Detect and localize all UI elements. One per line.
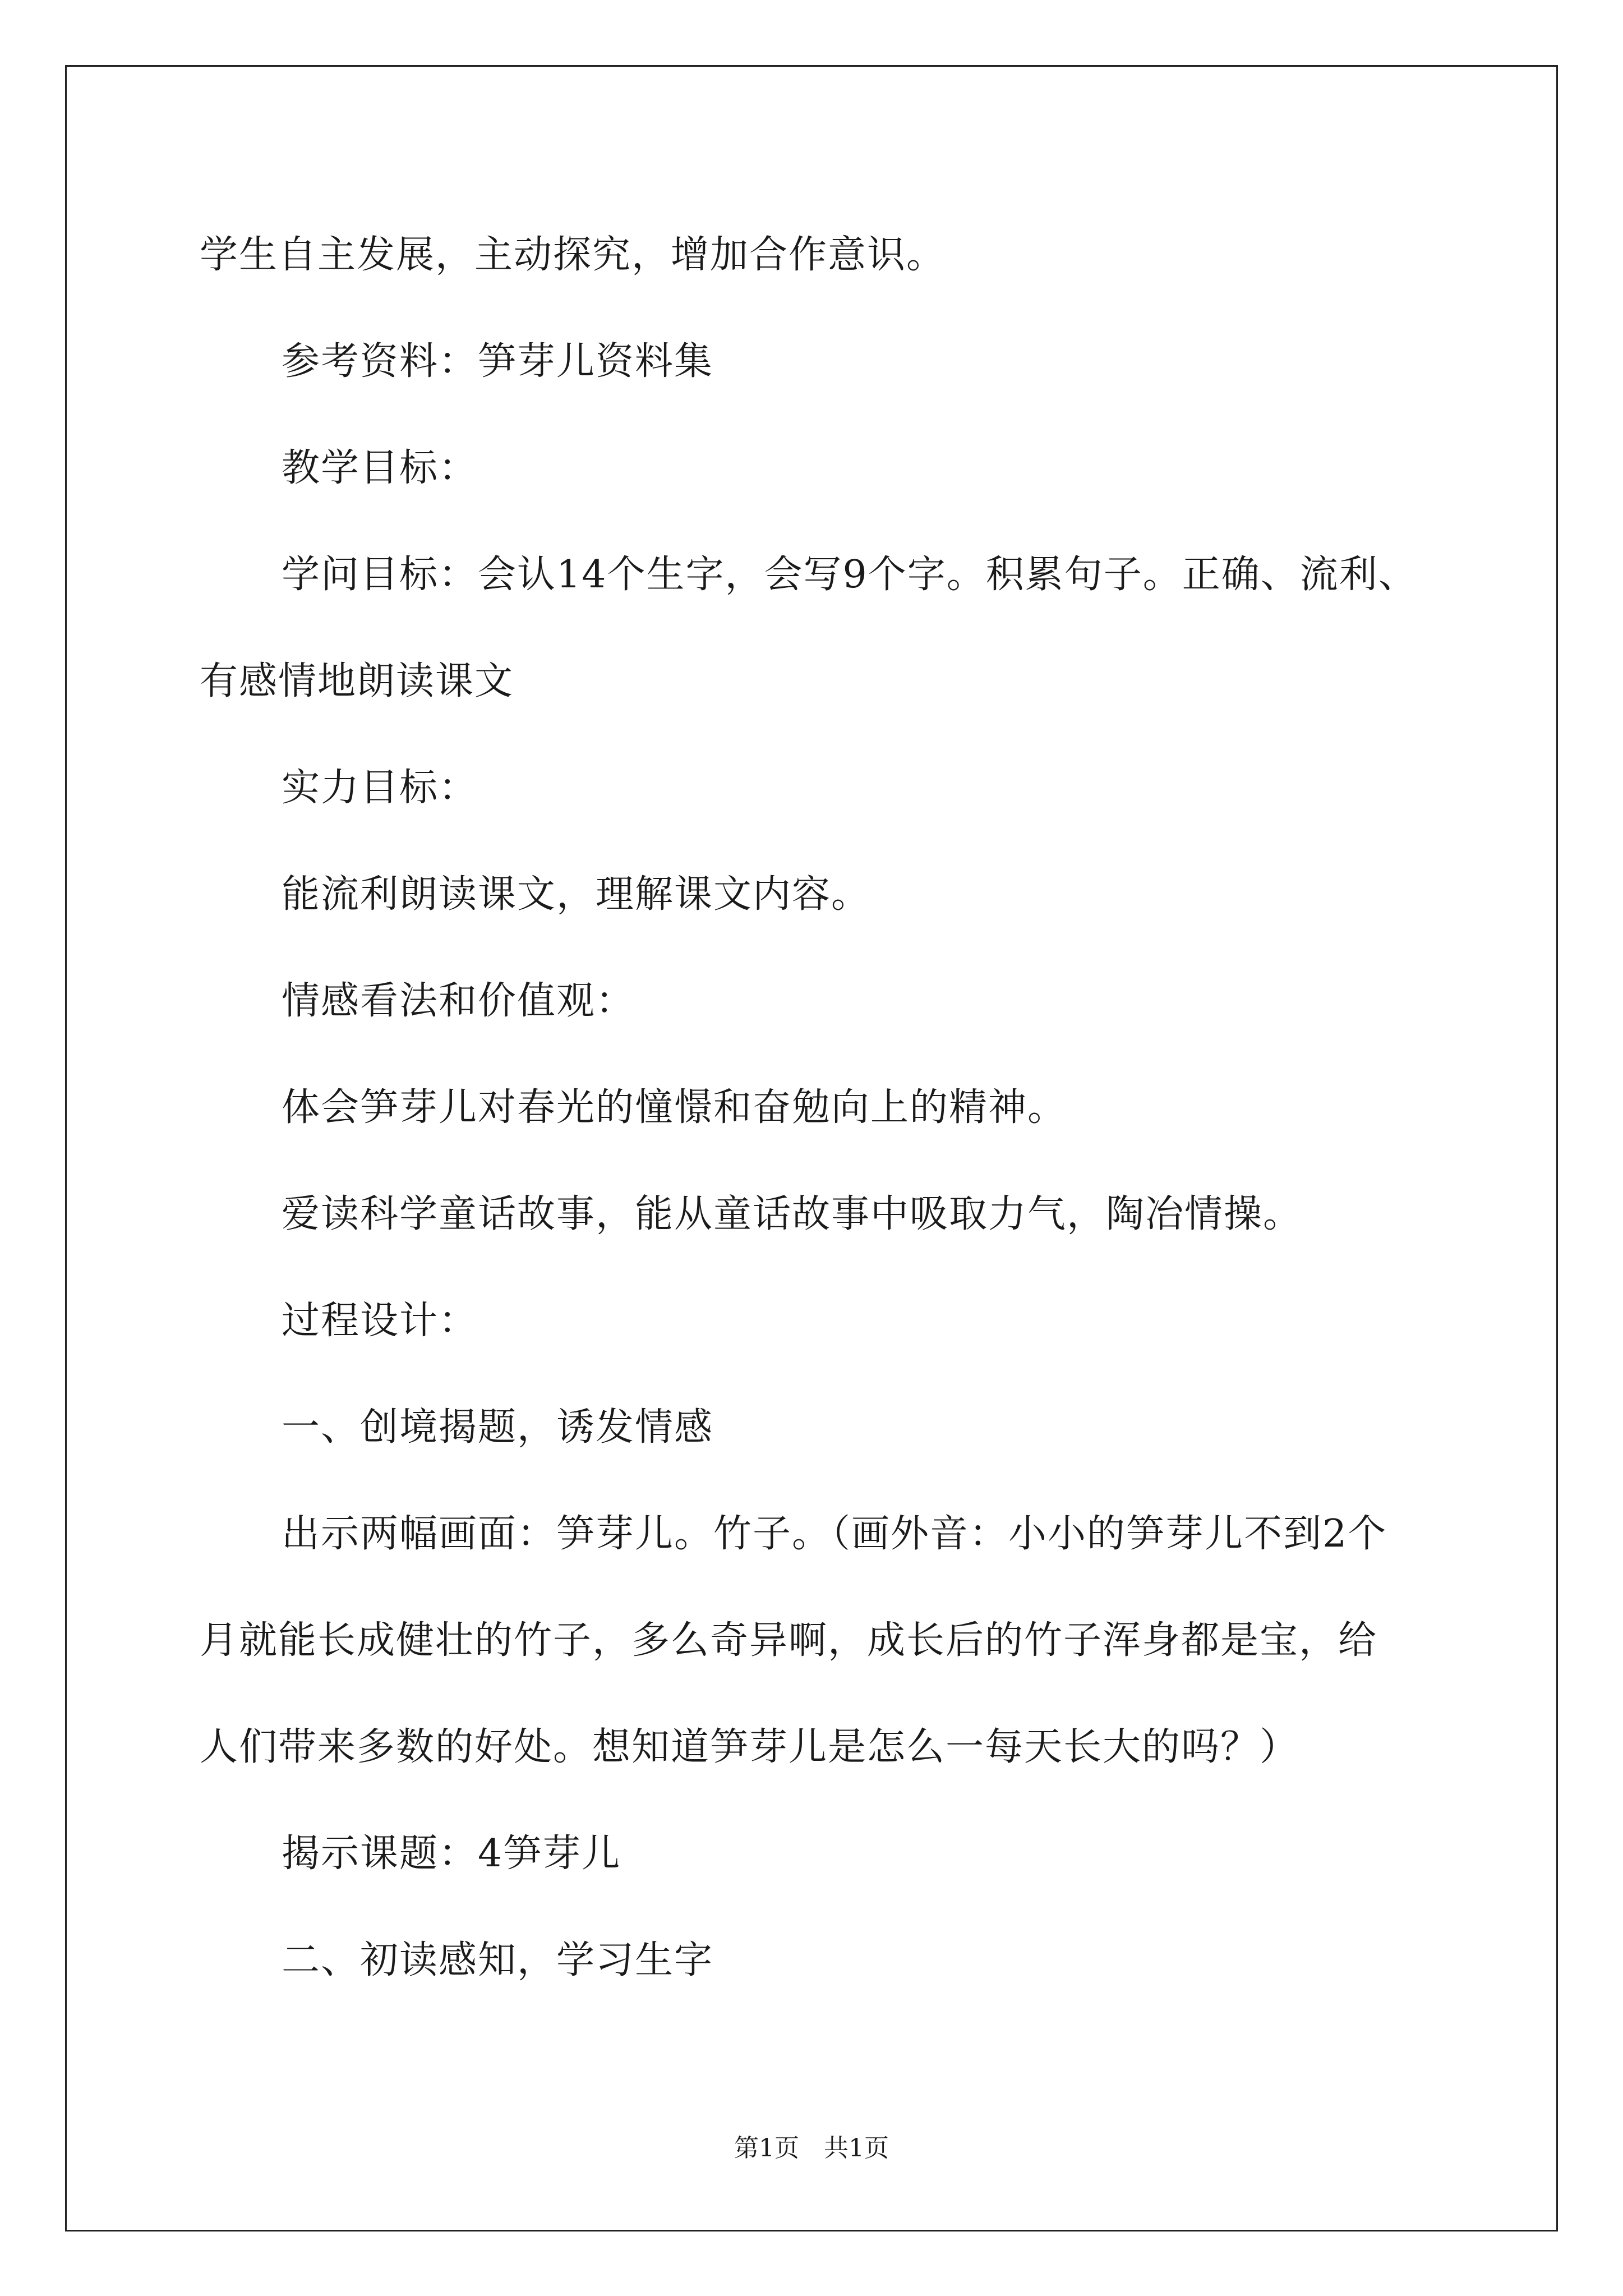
paragraph-13: 出示两幅画面：笋芽儿。竹子。（画外音：小小的笋芽儿不到2个 bbox=[282, 1512, 1387, 1556]
paragraph-3: 教学目标： bbox=[282, 446, 478, 490]
page-number-label: 第1页 共1页 bbox=[734, 2134, 889, 2162]
paragraph-12: 一、创境揭题，诱发情感 bbox=[282, 1405, 714, 1450]
paragraph-7: 能流利朗读课文，理解课文内容。 bbox=[282, 872, 871, 917]
paragraph-2: 参考资料：笋芽儿资料集 bbox=[282, 339, 714, 384]
paragraph-10: 爱读科学童话故事，能从童话故事中吸取力气，陶冶情操。 bbox=[282, 1192, 1303, 1236]
paragraph-14: 月就能长成健壮的竹子，多么奇异啊，成长后的竹子浑身都是宝，给 bbox=[200, 1618, 1378, 1663]
paragraph-4: 学问目标：会认14个生字，会写9个字。积累句子。正确、流利、 bbox=[282, 553, 1418, 597]
paragraph-1: 学生自主发展，主动探究，增加合作意识。 bbox=[200, 233, 946, 277]
paragraph-17: 二、初读感知，学习生字 bbox=[282, 1938, 714, 1982]
paragraph-15: 人们带来多数的好处。想知道笋芽儿是怎么一每天长大的吗？） bbox=[200, 1725, 1299, 1769]
document-body bbox=[200, 202, 1490, 2014]
paragraph-11: 过程设计： bbox=[282, 1299, 478, 1343]
page-footer bbox=[0, 2132, 1623, 2165]
paragraph-8: 情感看法和价值观： bbox=[282, 979, 635, 1023]
paragraph-5: 有感情地朗读课文 bbox=[200, 659, 514, 703]
paragraph-9: 体会笋芽儿对春光的憧憬和奋勉向上的精神。 bbox=[282, 1085, 1067, 1130]
paragraph-16: 揭示课题：4笋芽儿 bbox=[282, 1832, 621, 1876]
paragraph-6: 实力目标： bbox=[282, 766, 478, 810]
